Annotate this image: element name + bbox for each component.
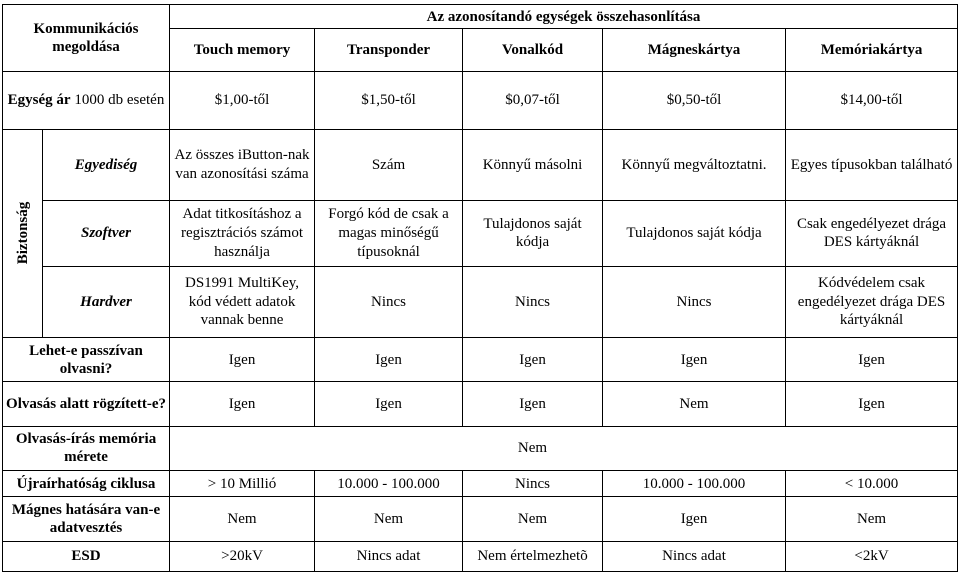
price-label-bold: Egység ár: [7, 92, 71, 109]
fixed-magnetic: Nem: [603, 382, 786, 426]
cycles-memory: < 10.000: [786, 471, 958, 497]
magnet-transponder: Nem: [315, 497, 463, 541]
row-label-read-fixed: Olvasás alatt rögzített-e?: [3, 382, 170, 426]
price-memory: $14,00-től: [786, 71, 958, 130]
col-barcode: Vonalkód: [463, 29, 603, 71]
price-touch: $1,00-től: [170, 71, 315, 130]
rw-memory: [786, 426, 958, 470]
passive-touch: Igen: [170, 337, 315, 381]
software-touch: Adat titkosításhoz a regisztrációs számot használja: [170, 200, 315, 267]
row-label-software: Szoftver: [43, 200, 170, 267]
uniqueness-touch: Az összes iButton-nak van azonosítási száma: [170, 130, 315, 201]
passive-memory: Igen: [786, 337, 958, 381]
fixed-barcode: Igen: [463, 382, 603, 426]
row-label-magnet: Mágnes hatására van-e adatvesztés: [3, 497, 170, 541]
uniqueness-barcode: Könnyű másolni: [463, 130, 603, 201]
rw-barcode: Nem: [463, 426, 603, 470]
col-transponder: Transponder: [315, 29, 463, 71]
row-header-communication: Kommunikációs megoldása: [3, 5, 170, 72]
uniqueness-transponder: Szám: [315, 130, 463, 201]
security-label-text: Biztonság: [14, 202, 31, 265]
passive-barcode: Igen: [463, 337, 603, 381]
table-title: Az azonosítandó egységek összehasonlítása: [170, 5, 958, 29]
fixed-memory: Igen: [786, 382, 958, 426]
cycles-transponder: 10.000 - 100.000: [315, 471, 463, 497]
software-transponder: Forgó kód de csak a magas minőségű típusoknál: [315, 200, 463, 267]
passive-transponder: Igen: [315, 337, 463, 381]
row-label-rewrite-cycles: Újraírhatóság ciklusa: [3, 471, 170, 497]
row-label-price: [3, 71, 170, 130]
security-group-label: [3, 130, 43, 338]
esd-barcode: Nem értelmezhetõ: [463, 541, 603, 571]
col-touch-memory: Touch memory: [170, 29, 315, 71]
software-memory: Csak engedélyezet drága DES kártyáknál: [786, 200, 958, 267]
fixed-touch: Igen: [170, 382, 315, 426]
magnet-magnetic: Igen: [603, 497, 786, 541]
price-transponder: $1,50-től: [315, 71, 463, 130]
uniqueness-magnetic: Könnyű megváltoztatni.: [603, 130, 786, 201]
magnet-barcode: Nem: [463, 497, 603, 541]
hardware-magnetic: Nincs: [603, 267, 786, 338]
cycles-magnetic: 10.000 - 100.000: [603, 471, 786, 497]
cycles-barcode: Nincs: [463, 471, 603, 497]
hardware-transponder: Nincs: [315, 267, 463, 338]
price-magnetic: $0,50-től: [603, 71, 786, 130]
uniqueness-memory: Egyes típusokban található: [786, 130, 958, 201]
rw-magnetic: [603, 426, 786, 470]
row-label-hardware: Hardver: [43, 267, 170, 338]
magnet-memory: Nem: [786, 497, 958, 541]
hardware-memory: Kódvédelem csak engedélyezet drága DES kártyáknál: [786, 267, 958, 338]
fixed-transponder: Igen: [315, 382, 463, 426]
price-barcode: $0,07-től: [463, 71, 603, 130]
col-magnetic-card: Mágneskártya: [603, 29, 786, 71]
esd-magnetic: Nincs adat: [603, 541, 786, 571]
row-label-uniqueness: Egyediség: [43, 130, 170, 201]
software-magnetic: Tulajdonos saját kódja: [603, 200, 786, 267]
magnet-touch: Nem: [170, 497, 315, 541]
row-label-rw-memory: Olvasás-írás memória mérete: [3, 426, 170, 470]
software-barcode: Tulajdonos saját kódja: [463, 200, 603, 267]
passive-magnetic: Igen: [603, 337, 786, 381]
rw-transponder: [315, 426, 463, 470]
rw-touch: [170, 426, 315, 470]
comparison-table: [2, 4, 958, 572]
hardware-barcode: Nincs: [463, 267, 603, 338]
esd-touch: >20kV: [170, 541, 315, 571]
row-label-passive-read: Lehet-e passzívan olvasni?: [3, 337, 170, 381]
esd-transponder: Nincs adat: [315, 541, 463, 571]
row-label-esd: ESD: [3, 541, 170, 571]
hardware-touch: DS1991 MultiKey, kód védett adatok vannak benne: [170, 267, 315, 338]
col-memory-card: Memóriakártya: [786, 29, 958, 71]
price-label-rest: 1000 db esetén: [70, 92, 165, 109]
cycles-touch: > 10 Millió: [170, 471, 315, 497]
esd-memory: <2kV: [786, 541, 958, 571]
